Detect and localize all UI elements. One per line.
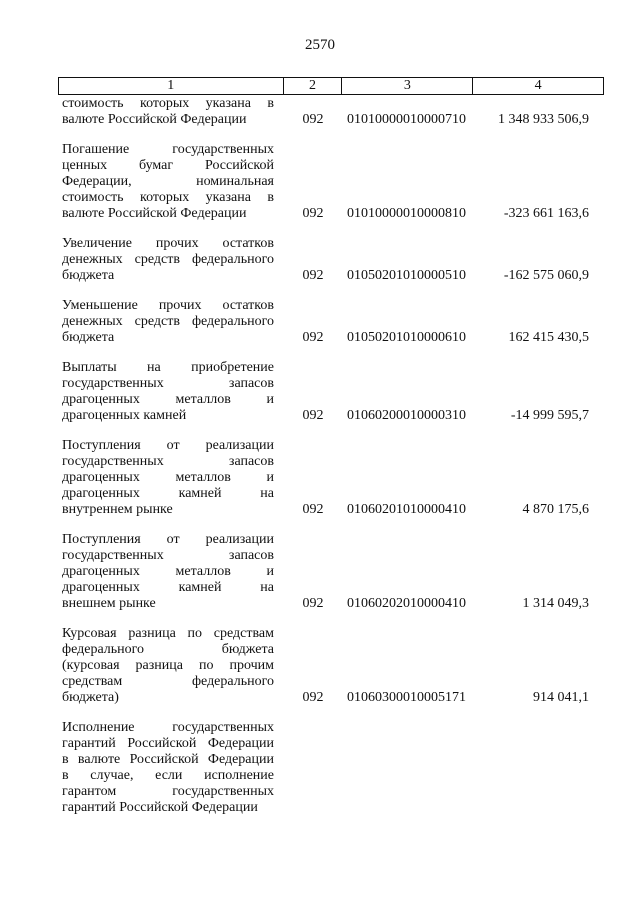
row-description-line: денежных средств федерального (62, 314, 274, 329)
row-description-line: гарантом государственных (62, 784, 274, 799)
row-description (62, 96, 274, 128)
row-amount: 4 870 175,6 (522, 502, 589, 517)
row-description (62, 142, 274, 222)
row-description-line: федерального бюджета (62, 642, 274, 657)
row-description (62, 298, 274, 346)
row-description-line: Уменьшение прочих остатков (62, 298, 274, 313)
row-description-line: стоимость которых указана в (62, 190, 274, 205)
row-description-line: средствам федерального (62, 674, 274, 689)
row-description-line: Поступления от реализации (62, 438, 274, 453)
row-kbk: 01010000010000810 (347, 206, 466, 221)
row-description-line: стоимость которых указана в (62, 96, 274, 111)
row-kbk: 01010000010000710 (347, 112, 466, 127)
table-row (0, 626, 640, 706)
row-description-line: драгоценных металлов и (62, 470, 274, 485)
table-row (0, 236, 640, 284)
table-row (0, 720, 640, 816)
row-amount: 1 348 933 506,9 (498, 112, 589, 127)
header-col-3: 3 (342, 78, 473, 95)
row-description-line: драгоценных металлов и (62, 564, 274, 579)
row-description-line: бюджета (62, 330, 115, 345)
row-code: 092 (302, 330, 324, 345)
row-kbk: 01060201010000410 (347, 502, 466, 517)
row-description-line: Поступления от реализации (62, 532, 274, 547)
row-description-line: денежных средств федерального (62, 252, 274, 267)
row-description-line: гарантий Российской Федерации (62, 736, 274, 751)
row-code: 092 (302, 112, 324, 127)
row-description-line: государственных запасов (62, 454, 274, 469)
row-code: 092 (302, 408, 324, 423)
row-amount: -162 575 060,9 (503, 268, 589, 283)
row-description-line: Исполнение государственных (62, 720, 274, 735)
row-kbk: 01060202010000410 (347, 596, 466, 611)
row-code: 092 (302, 206, 324, 221)
row-kbk: 01060300010005171 (347, 690, 466, 705)
row-amount: -14 999 595,7 (510, 408, 589, 423)
page-number: 2570 (305, 37, 335, 53)
row-amount: 914 041,1 (533, 690, 589, 705)
row-description-line: государственных запасов (62, 376, 274, 391)
row-description (62, 532, 274, 612)
row-description-line: в валюте Российской Федерации (62, 752, 274, 767)
row-description (62, 626, 274, 706)
row-description-line: внешнем рынке (62, 596, 156, 611)
row-description-line: бюджета) (62, 690, 119, 705)
row-description-line: драгоценных камней на (62, 580, 274, 595)
row-description-line: драгоценных металлов и (62, 392, 274, 407)
row-description-line: (курсовая разница по прочим (62, 658, 274, 673)
row-description (62, 720, 274, 816)
row-amount: 1 314 049,3 (522, 596, 589, 611)
row-kbk: 01050201010000510 (347, 268, 466, 283)
row-code: 092 (302, 690, 324, 705)
header-col-2: 2 (283, 78, 342, 95)
table-row (0, 532, 640, 612)
row-code: 092 (302, 596, 324, 611)
row-description (62, 360, 274, 424)
row-description-line: Погашение государственных (62, 142, 274, 157)
row-kbk: 01050201010000610 (347, 330, 466, 345)
row-description-line: ценных бумаг Российской (62, 158, 274, 173)
table-row (0, 438, 640, 518)
row-description-line: Курсовая разница по средствам (62, 626, 274, 641)
table-row (0, 142, 640, 222)
row-description-line: валюте Российской Федерации (62, 112, 247, 127)
row-description (62, 438, 274, 518)
row-description-line: драгоценных камней на (62, 486, 274, 501)
row-amount: -323 661 163,6 (503, 206, 589, 221)
row-description-line: Выплаты на приобретение (62, 360, 274, 375)
row-description-line: валюте Российской Федерации (62, 206, 247, 221)
row-description-line: бюджета (62, 268, 115, 283)
row-description-line: Федерации, номинальная (62, 174, 274, 189)
table-header (58, 77, 604, 95)
header-col-4: 4 (473, 78, 604, 95)
row-code: 092 (302, 502, 324, 517)
row-kbk: 01060200010000310 (347, 408, 466, 423)
row-description (62, 236, 274, 284)
header-col-1: 1 (59, 78, 284, 95)
table-body (0, 96, 640, 830)
row-description-line: внутреннем рынке (62, 502, 173, 517)
row-amount: 162 415 430,5 (508, 330, 589, 345)
table-row (0, 360, 640, 424)
row-description-line: Увеличение прочих остатков (62, 236, 274, 251)
row-description-line: в случае, если исполнение (62, 768, 274, 783)
table-row (0, 298, 640, 346)
row-description-line: гарантий Российской Федерации (62, 800, 258, 815)
table-row (0, 96, 640, 128)
row-description-line: государственных запасов (62, 548, 274, 563)
row-description-line: драгоценных камней (62, 408, 187, 423)
row-code: 092 (302, 268, 324, 283)
